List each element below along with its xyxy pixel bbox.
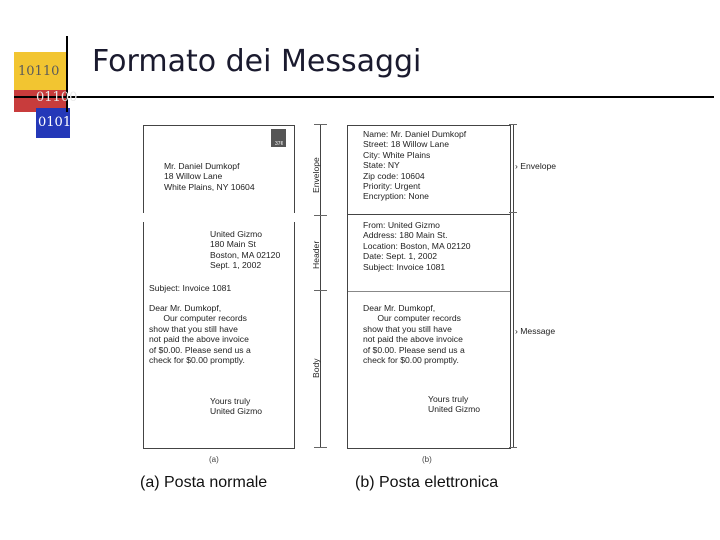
paper-letter <box>143 125 295 449</box>
envelope-right-text: Envelope <box>520 161 557 171</box>
message-right-label: › Message <box>515 326 556 336</box>
logo-bits-2: 01100 <box>36 90 78 105</box>
right-top-tick <box>509 124 517 125</box>
caption-a: (a) Posta normale <box>140 474 268 491</box>
header-fields: From: United Gizmo Address: 180 Main St. Location: Boston, MA 02120 Date: Sept. 1, 2002 Subject: Invoice 1081 <box>363 220 471 272</box>
header-body-divider <box>348 291 510 292</box>
recipient-address: Mr. Daniel Dumkopf 18 Willow Lane White Plains, NY 10604 <box>164 161 255 192</box>
envelope-right-label: › Envelope <box>515 161 557 171</box>
right-bottom-tick <box>509 447 517 448</box>
panel-label-b: (b) <box>422 455 432 464</box>
message-right-text: Message <box>520 326 556 336</box>
logo-bits-1: 10110 <box>18 64 60 79</box>
envelope-vertical-label: Envelope <box>311 157 321 193</box>
header-vertical-label: Header <box>311 240 321 269</box>
envelope-tear <box>141 213 299 222</box>
sender-block: United Gizmo 180 Main St Boston, MA 02120 Sept. 1, 2002 <box>210 229 281 271</box>
bottom-tick <box>314 447 327 448</box>
subject-line: Subject: Invoice 1081 <box>149 283 232 293</box>
header-rule <box>14 96 714 98</box>
letter-closing: Yours truly United Gizmo <box>210 396 263 417</box>
envelope-fields: Name: Mr. Daniel Dumkopf Street: 18 Willow Lane City: White Plains State: NY Zip code: 10604 Priority: Urgent Encryption: None <box>363 129 467 202</box>
stamp-value: 37¢ <box>275 141 284 147</box>
email-message <box>347 125 511 449</box>
envelope-header-divider <box>348 214 510 215</box>
panel-label-a: (a) <box>209 455 219 464</box>
letter-body: Dear Mr. Dumkopf, Our computer records show that you still have not paid the above invoice of $0.00. Please send us a check for $0.00 promptly. <box>149 303 251 366</box>
top-tick <box>314 124 327 125</box>
page-title: Formato dei Messaggi <box>92 44 422 79</box>
message-body: Dear Mr. Dumkopf, Our computer records show that you still have not paid the above invoice of $0.00. Please send us a check for $0.00 promptly. <box>363 303 465 366</box>
header-body-tick <box>314 290 327 291</box>
right-bracket-line <box>513 125 514 447</box>
message-closing: Yours truly United Gizmo <box>428 394 481 415</box>
caption-b: (b) Posta elettronica <box>355 474 499 491</box>
envelope-header-tick <box>314 215 327 216</box>
logo-bits-3: 01011 <box>38 115 80 130</box>
body-vertical-label: Body <box>311 358 321 378</box>
right-mid-tick <box>509 212 517 213</box>
